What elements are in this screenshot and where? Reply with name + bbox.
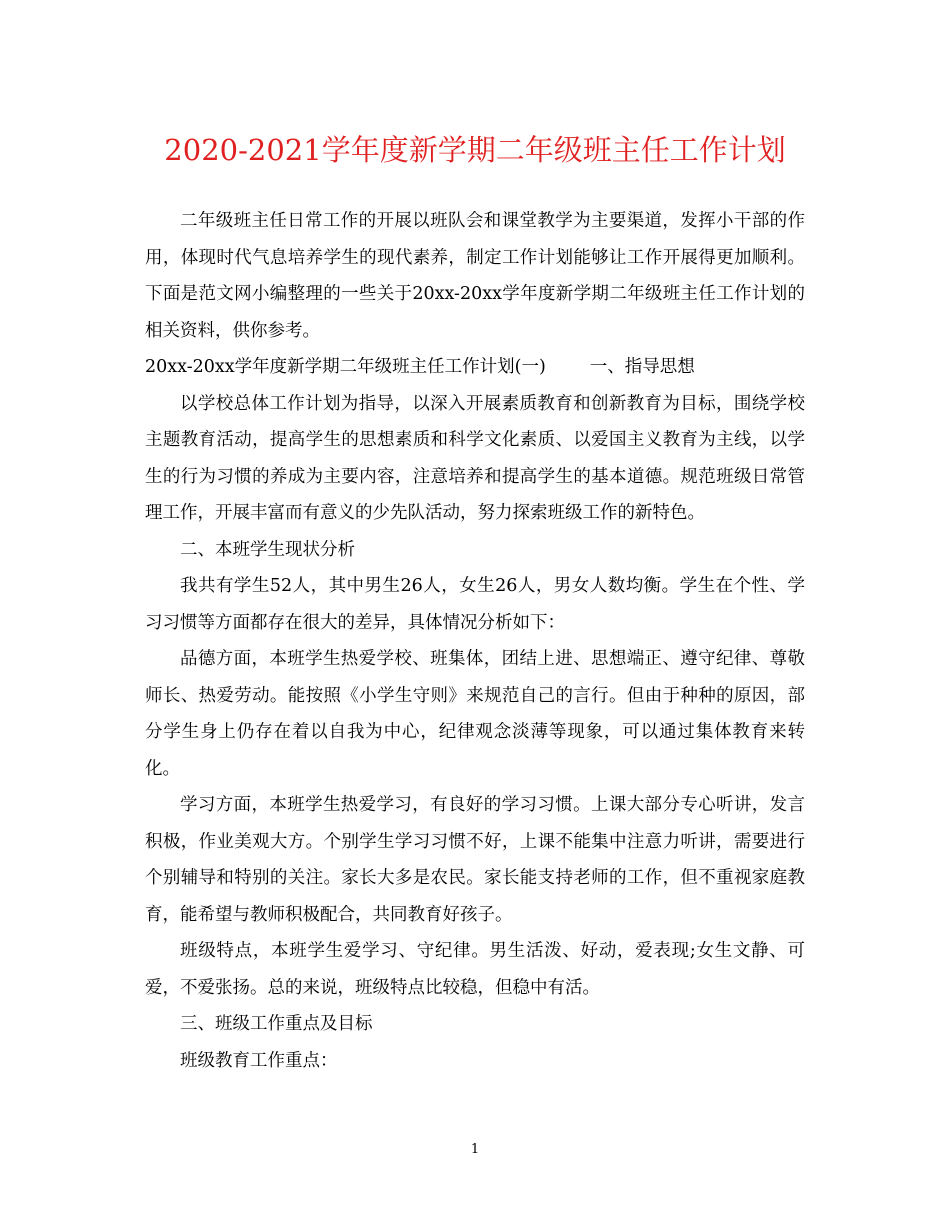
plan-heading: 20xx-20xx学年度新学期二年级班主任工作计划(一) [145,357,546,377]
guiding-ideology-paragraph: 以学校总体工作计划为指导，以深入开展素质教育和创新教育为目标，围绕学校主题教育活动，提高学生的思想素质和科学文化素质、以爱国主义教育为主线，以学生的行为习惯的养成为主要内容，注意培养和提高学生的基本道德。规范班级日常管理工作，开展丰富而有意义的少先队活动，努力探索班级工作的新特色。 [145,393,805,523]
page-number: 1 [470,1142,480,1157]
section-heading-focus-goals: 三、班级工作重点及目标 [180,1014,373,1034]
intro-paragraph: 二年级班主任日常工作的开展以班队会和课堂教学为主要渠道，发挥小干部的作用，体现时代气息培养学生的现代素养，制定工作计划能够让工作开展得更加顺利。下面是范文网小编整理的一些关于20xx-20xx学年度新学期二年级班主任工作计划的相关资料，供你参考。 [145,211,805,341]
document-body [145,203,805,1079]
education-focus-label: 班级教育工作重点： [180,1050,338,1071]
study-paragraph: 学习方面，本班学生热爱学习，有良好的学习习惯。上课大部分专心听讲，发言积极，作业美观大方。个别学生学习习惯不好，上课不能集中注意力听讲，需要进行个别辅导和特别的关注。家长大多是农民。家长能支持老师的工作，但不重视家庭教育，能希望与教师积极配合，共同教育好孩子。 [145,795,805,925]
student-count-paragraph: 我共有学生52人，其中男生26人，女生26人，男女人数均衡。学生在个性、学习习惯等方面都存在很大的差异，具体情况分析如下： [145,576,805,633]
class-features-paragraph: 班级特点，本班学生爱学习、守纪律。男生活泼、好动，爱表现;女生文静、可爱，不爱张扬。总的来说，班级特点比较稳，但稳中有活。 [145,941,805,998]
document-title: 2020-2021学年度新学期二年级班主任工作计划 [164,133,786,167]
section-heading-student-analysis: 二、本班学生现状分析 [180,539,355,560]
moral-paragraph: 品德方面，本班学生热爱学校、班集体，团结上进、思想端正、遵守纪律、尊敬师长、热爱劳动。能按照《小学生守则》来规范自己的言行。但由于种种的原因，部分学生身上仍存在着以自我为中心，纪律观念淡薄等现象，可以通过集体教育来转化。 [145,649,805,779]
section-line [145,349,805,386]
section-heading-guiding-ideology: 一、指导思想 [589,357,695,377]
